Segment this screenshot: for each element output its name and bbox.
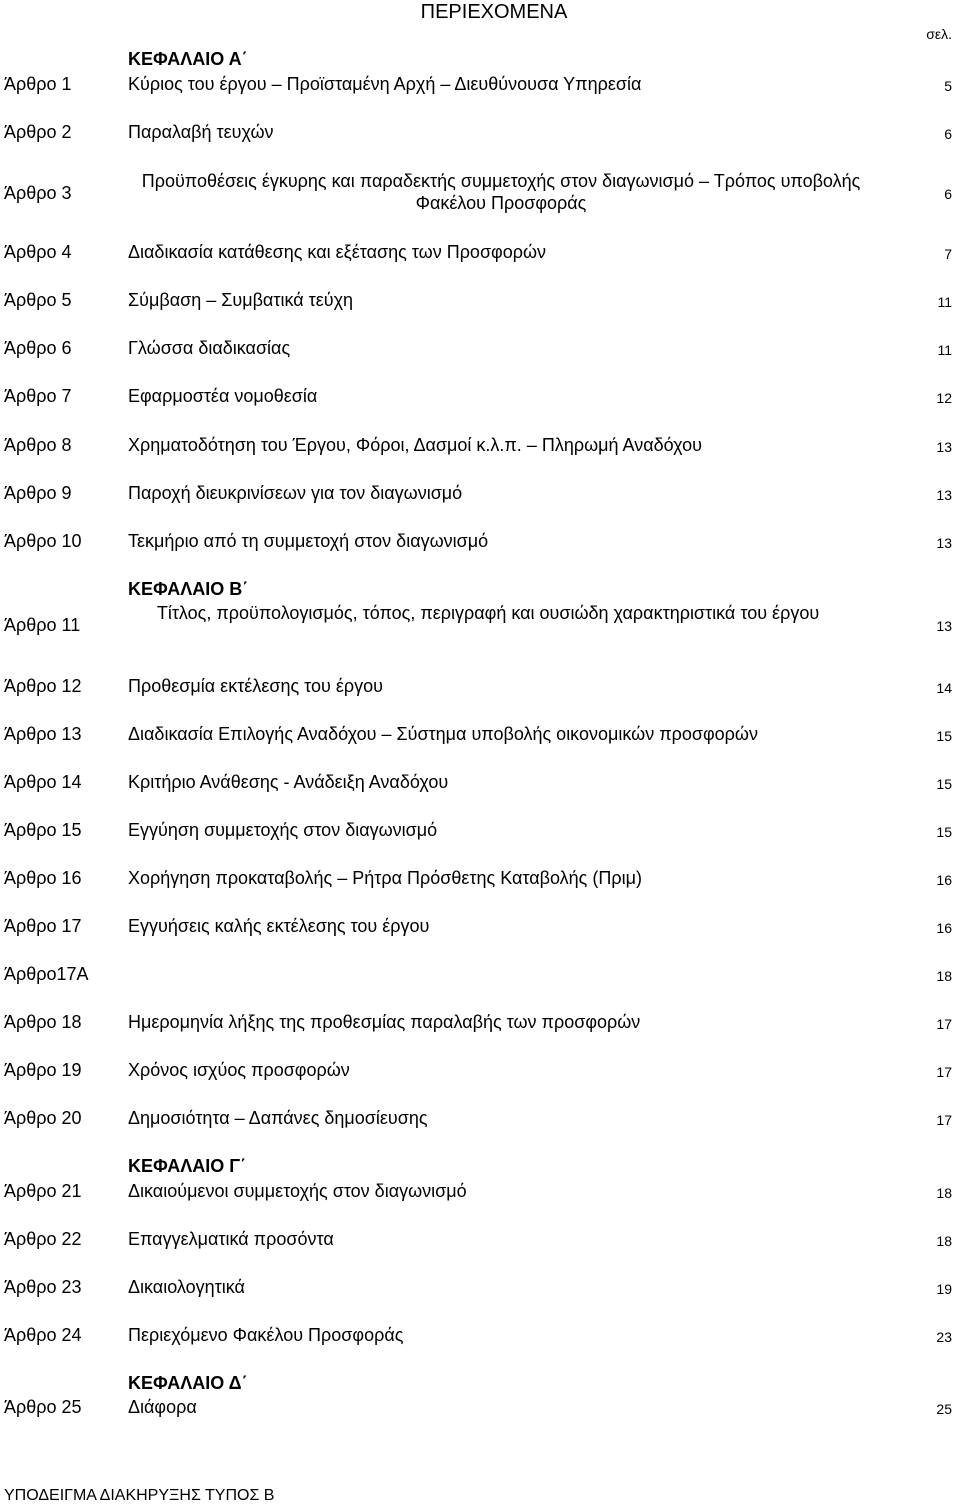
article-title: Τίτλος, προϋπολογισμός, τόπος, περιγραφή και ουσιώδη χαρακτηριστικά του έργου	[156, 603, 820, 623]
article-number: Άρθρο 2	[4, 122, 72, 142]
page-number: 13	[936, 535, 952, 551]
page-number: 19	[936, 1281, 952, 1297]
article-number: Άρθρο 11	[4, 615, 81, 635]
article-number: Άρθρο 7	[4, 386, 72, 406]
page-number: 18	[936, 1185, 952, 1201]
article-number: Άρθρο 9	[4, 483, 72, 503]
article-title: Χρόνος ισχύος προσφορών	[128, 1060, 350, 1080]
page-number: 15	[936, 776, 952, 792]
article-number: Άρθρο 19	[4, 1060, 82, 1080]
article-title: Εφαρμοστέα νομοθεσία	[128, 386, 318, 406]
page-column-label: σελ.	[926, 26, 952, 42]
page-number: 25	[936, 1401, 952, 1417]
article-number: Άρθρο 22	[4, 1229, 82, 1249]
page-number: 17	[936, 1016, 952, 1032]
page-number: 6	[944, 186, 952, 202]
article-number: Άρθρο 10	[4, 531, 82, 551]
article-number: Άρθρο 25	[4, 1397, 82, 1417]
article-title: Παραλαβή τευχών	[128, 122, 274, 142]
page-number: 13	[936, 618, 952, 634]
page-number: 18	[936, 1233, 952, 1249]
article-number: Άρθρο 8	[4, 435, 72, 455]
article-title: Ημερομηνία λήξης της προθεσμίας παραλαβής των προσφορών	[128, 1012, 641, 1032]
article-number: Άρθρο 18	[4, 1012, 82, 1032]
article-number: Άρθρο 21	[4, 1181, 82, 1201]
page-number: 13	[936, 487, 952, 503]
article-title: Κύριος του έργου – Προϊσταμένη Αρχή – Διευθύνουσα Υπηρεσία	[128, 74, 642, 94]
article-title: Εγγύηση συμμετοχής στον διαγωνισμό	[128, 820, 438, 840]
article-number: Άρθρο 3	[4, 183, 72, 203]
page-number: 16	[936, 920, 952, 936]
page-number: 15	[936, 824, 952, 840]
article-title: Δικαιολογητικά	[128, 1277, 245, 1297]
article-number: Άρθρο 14	[4, 772, 82, 792]
article-number: Άρθρο 16	[4, 868, 82, 888]
page-number: 6	[944, 126, 952, 142]
article-title: Εγγυήσεις καλής εκτέλεσης του έργου	[128, 916, 430, 936]
page-number: 14	[936, 680, 952, 696]
article-number: Άρθρο 13	[4, 724, 82, 744]
page-number: 11	[937, 342, 952, 358]
article-title: Παροχή διευκρινίσεων για τον διαγωνισμό	[128, 483, 463, 503]
page-number: 5	[944, 78, 952, 94]
page-title: ΠΕΡΙΕΧΟΜΕΝΑ	[420, 1, 568, 23]
article-title: Τεκμήριο από τη συμμετοχή στον διαγωνισμό	[128, 531, 489, 551]
article-number: Άρθρο 12	[4, 676, 82, 696]
page-number: 18	[936, 968, 952, 984]
page-number: 13	[936, 439, 952, 455]
article-number: Άρθρο 24	[4, 1325, 82, 1345]
page-number: 16	[936, 872, 952, 888]
article-number: Άρθρο 15	[4, 820, 82, 840]
page-number: 7	[944, 246, 952, 262]
article-title: Κριτήριο Ανάθεσης - Ανάδειξη Αναδόχου	[128, 772, 449, 792]
page-number: 11	[937, 294, 952, 310]
article-number: Άρθρο 6	[4, 338, 72, 358]
page-footer: ΥΠΟΔΕΙΓΜΑ ΔΙΑΚΗΡΥΞΗΣ ΤΥΠΟΣ Β	[4, 1487, 275, 1504]
article-title: Διάφορα	[128, 1397, 197, 1417]
article-title: Χρηματοδότηση του Έργου, Φόροι, Δασμοί κ.λ.π. – Πληρωμή Αναδόχου	[128, 435, 702, 455]
page-number: 12	[936, 390, 952, 406]
page-number: 15	[936, 728, 952, 744]
article-title: Δικαιούμενοι συμμετοχής στον διαγωνισμό	[128, 1181, 467, 1201]
article-title: Διαδικασία κατάθεσης και εξέτασης των Προσφορών	[128, 242, 547, 262]
article-number: Άρθρο17Α	[4, 964, 89, 984]
article-number: Άρθρο 17	[4, 916, 82, 936]
chapter-heading-d: ΚΕΦΑΛΑΙΟ Δ΄	[128, 1373, 248, 1393]
article-title: Χορήγηση προκαταβολής – Ρήτρα Πρόσθετης Καταβολής (Πριμ)	[128, 868, 642, 888]
article-number: Άρθρο 5	[4, 290, 72, 310]
article-title: Επαγγελματικά προσόντα	[128, 1229, 334, 1249]
article-number: Άρθρο 23	[4, 1277, 82, 1297]
chapter-heading-c: ΚΕΦΑΛΑΙΟ Γ΄	[128, 1156, 247, 1176]
article-number: Άρθρο 4	[4, 242, 72, 262]
chapter-heading-b: ΚΕΦΑΛΑΙΟ Β΄	[128, 579, 249, 599]
page-number: 17	[936, 1112, 952, 1128]
page-number: 17	[936, 1064, 952, 1080]
article-title: Προθεσμία εκτέλεσης του έργου	[128, 676, 383, 696]
article-title: Δημοσιότητα – Δαπάνες δημοσίευσης	[128, 1108, 428, 1128]
chapter-heading-a: ΚΕΦΑΛΑΙΟ Α΄	[128, 49, 248, 69]
article-title: Διαδικασία Επιλογής Αναδόχου – Σύστημα υποβολής οικονομικών προσφορών	[128, 724, 758, 744]
page-number: 23	[936, 1329, 952, 1345]
article-title: Σύμβαση – Συμβατικά τεύχη	[128, 290, 354, 310]
article-number: Άρθρο 1	[4, 74, 72, 94]
article-number: Άρθρο 20	[4, 1108, 82, 1128]
article-title: Προϋποθέσεις έγκυρης και παραδεκτής συμμετοχής στον διαγωνισμό – Τρόπος υποβολής Φακέλου Προσφοράς	[141, 171, 861, 213]
article-title: Περιεχόμενο Φακέλου Προσφοράς	[128, 1325, 404, 1345]
article-title: Γλώσσα διαδικασίας	[128, 338, 291, 358]
